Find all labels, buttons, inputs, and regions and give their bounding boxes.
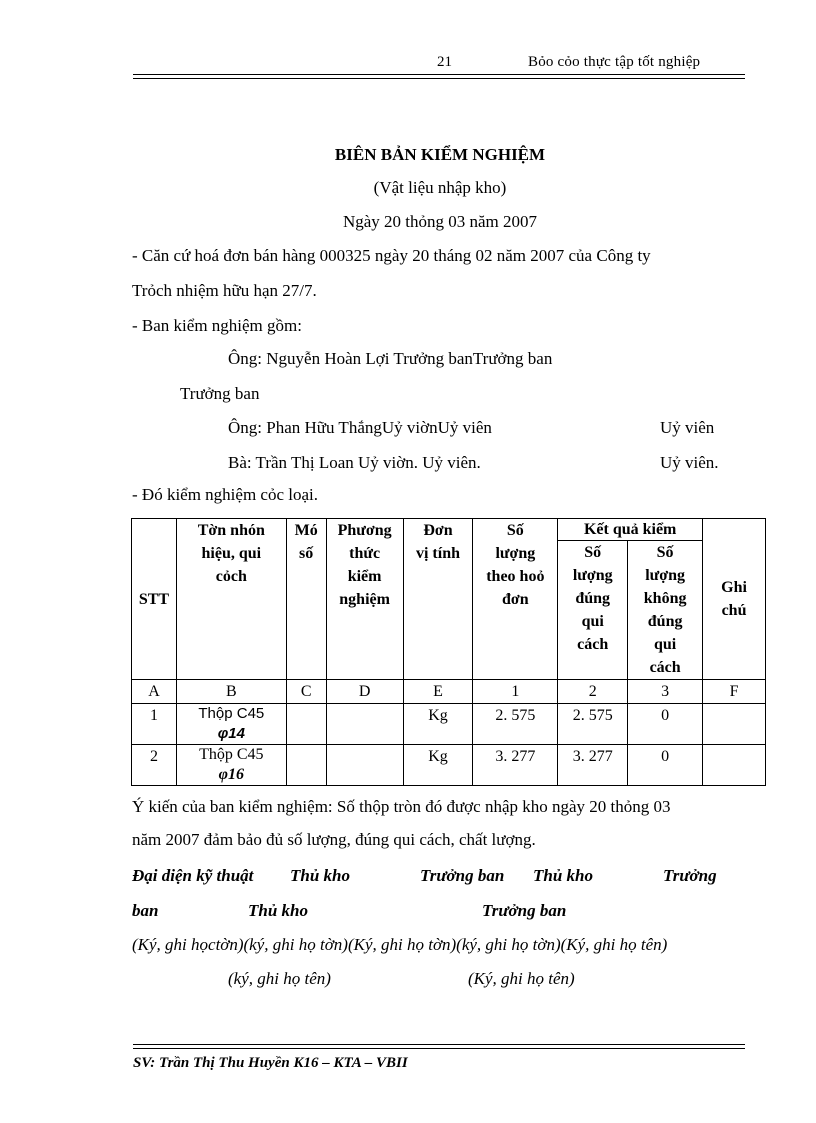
header-ok-l2: lượng <box>572 567 613 584</box>
basis-line-1: - Căn cứ hoá đơn bán hàng 000325 ngày 20 tháng 02 năm 2007 của Công ty <box>132 246 651 265</box>
table-code-row <box>132 680 766 704</box>
cell-code <box>286 745 326 786</box>
signature-storekeeper-3: Thủ kho <box>248 901 308 920</box>
document-subtitle: (Vật liệu nhập kho) <box>373 178 507 197</box>
cell-name-text: Thộp C45 <box>199 746 264 763</box>
signature-head-1: Trưởng ban <box>420 866 505 885</box>
cell-code <box>286 704 326 745</box>
header-stt: STT <box>132 519 177 680</box>
cell-name <box>176 745 286 786</box>
header-method-l1: Phương <box>337 522 392 539</box>
committee-member-1: Ông: Nguyễn Hoàn Lợi Trưởng banTrưởng ban <box>228 349 553 368</box>
footer-rule <box>133 1044 745 1045</box>
footer-rule-thin <box>133 1048 745 1049</box>
table-header-row-1 <box>132 519 766 541</box>
header-unit-l1: Đơn <box>423 522 453 539</box>
header-ok-l3: đúng <box>575 590 611 607</box>
header-code-l1: Mó <box>294 522 318 539</box>
cell-name-text: Thộp C45 <box>198 705 265 722</box>
header-method <box>326 519 403 680</box>
header-qty <box>473 519 558 680</box>
header-name-l2: hiệu, qui <box>201 545 262 562</box>
cell-ok: 3. 277 <box>558 745 628 786</box>
header-code-l2: số <box>299 545 314 562</box>
opinion-line-1: Ý kiến của ban kiểm nghiệm: Số thộp tròn đó được nhập kho ngày 20 thỏng 03 <box>132 797 671 816</box>
code-cell: B <box>176 680 286 704</box>
header-code <box>286 519 326 680</box>
header-note-l1: Ghi <box>721 579 747 596</box>
header-unit <box>403 519 473 680</box>
cell-ok: 2. 575 <box>558 704 628 745</box>
header-ok-l4: qui <box>581 613 604 630</box>
committee-member-3: Bà: Trần Thị Loan Uỷ viờn. Uỷ viên. <box>228 453 481 472</box>
header-method-l2: thức <box>349 545 381 562</box>
committee-member-2-role: Uỷ viên <box>660 418 715 437</box>
header-qty-l4: đơn <box>502 591 529 608</box>
header-note-l2: chú <box>721 602 747 619</box>
cell-nok: 0 <box>628 745 703 786</box>
signature-ban: ban <box>132 901 159 920</box>
cell-qty: 3. 277 <box>473 745 558 786</box>
page-number: 21 <box>437 54 452 70</box>
header-ok-l1: Số <box>584 544 602 561</box>
header-nok-l5: qui <box>653 636 677 653</box>
committee-member-1-cont: Trưởng ban <box>180 384 260 403</box>
header-method-l3: kiểm <box>347 568 382 585</box>
committee-intro: - Ban kiểm nghiệm gồm: <box>132 316 302 335</box>
signature-note-line-2a: (ký, ghi họ tên) <box>228 969 331 988</box>
cell-method <box>326 745 403 786</box>
opinion-line-2: năm 2007 đảm bảo đủ số lượng, đúng qui cách, chất lượng. <box>132 830 536 849</box>
code-cell: A <box>132 680 177 704</box>
header-rule-thin <box>133 78 745 79</box>
header-nok-l2: lượng <box>645 567 686 584</box>
footer-student-info: SV: Trần Thị Thu Huyền K16 – KTA – VBII <box>133 1055 408 1071</box>
header-name-l3: cỏch <box>215 568 247 585</box>
header-note <box>703 519 766 680</box>
cell-stt: 2 <box>132 745 177 786</box>
table-row <box>132 704 766 745</box>
cell-unit: Kg <box>403 745 473 786</box>
signature-storekeeper-2: Thủ kho <box>533 866 593 885</box>
committee-member-3-role: Uỷ viên. <box>660 453 719 472</box>
header-method-l4: nghiệm <box>339 591 390 608</box>
header-qty-l1: Số <box>506 522 524 539</box>
checked-intro: - Đó kiểm nghiệm cỏc loại. <box>132 485 319 504</box>
cell-method <box>326 704 403 745</box>
signature-head-2: Trưởng <box>663 866 717 885</box>
cell-name <box>176 704 286 745</box>
header-nok <box>628 541 703 680</box>
header-nok-l4: đúng <box>647 613 683 630</box>
cell-nok: 0 <box>628 704 703 745</box>
table-row <box>132 745 766 786</box>
cell-note <box>703 745 766 786</box>
header-name <box>176 519 286 680</box>
header-ok <box>558 541 628 680</box>
code-cell: F <box>703 680 766 704</box>
inspection-table <box>131 518 766 786</box>
header-ok-l5: cách <box>577 636 609 653</box>
cell-unit: Kg <box>403 704 473 745</box>
code-cell: 1 <box>473 680 558 704</box>
cell-stt: 1 <box>132 704 177 745</box>
code-cell: 2 <box>558 680 628 704</box>
header-name-l1: Tờn nhón <box>197 522 265 539</box>
cell-spec-text: φ14 <box>217 725 245 742</box>
header-nok-l1: Số <box>656 544 674 561</box>
code-cell: E <box>403 680 473 704</box>
code-cell: D <box>326 680 403 704</box>
running-header-title: Bỏo cỏo thực tập tốt nghiệp <box>528 54 701 70</box>
code-cell: C <box>286 680 326 704</box>
document-date: Ngày 20 thỏng 03 năm 2007 <box>342 212 538 231</box>
signature-storekeeper-1: Thủ kho <box>290 866 350 885</box>
header-result: Kết quả kiểm <box>558 519 703 541</box>
header-rule <box>133 74 745 75</box>
header-qty-l3: theo hoỏ <box>486 568 545 585</box>
signature-note-line-1: (Ký, ghi họctờn)(ký, ghi họ tờn)(Ký, ghi họ tờn)(ký, ghi họ tờn)(Ký, ghi họ tên) <box>132 935 668 954</box>
header-nok-l3: không <box>643 590 687 607</box>
cell-spec-text: φ16 <box>218 766 244 783</box>
signature-note-line-2b: (Ký, ghi họ tên) <box>468 969 575 988</box>
basis-line-2: Trỏch nhiệm hữu hạn 27/7. <box>132 281 317 300</box>
cell-note <box>703 704 766 745</box>
header-qty-l2: lượng <box>495 545 536 562</box>
committee-member-2: Ông: Phan Hữu ThắngUỷ viờnUỷ viên <box>228 418 492 437</box>
signature-technical-rep: Đại diện kỹ thuật <box>132 866 254 885</box>
header-nok-l6: cách <box>649 659 681 676</box>
code-cell: 3 <box>628 680 703 704</box>
header-unit-l2: vị tính <box>415 545 460 562</box>
document-title: BIÊN BẢN KIỂM NGHIỆM <box>334 145 546 164</box>
signature-head-3: Trưởng ban <box>482 901 567 920</box>
cell-qty: 2. 575 <box>473 704 558 745</box>
